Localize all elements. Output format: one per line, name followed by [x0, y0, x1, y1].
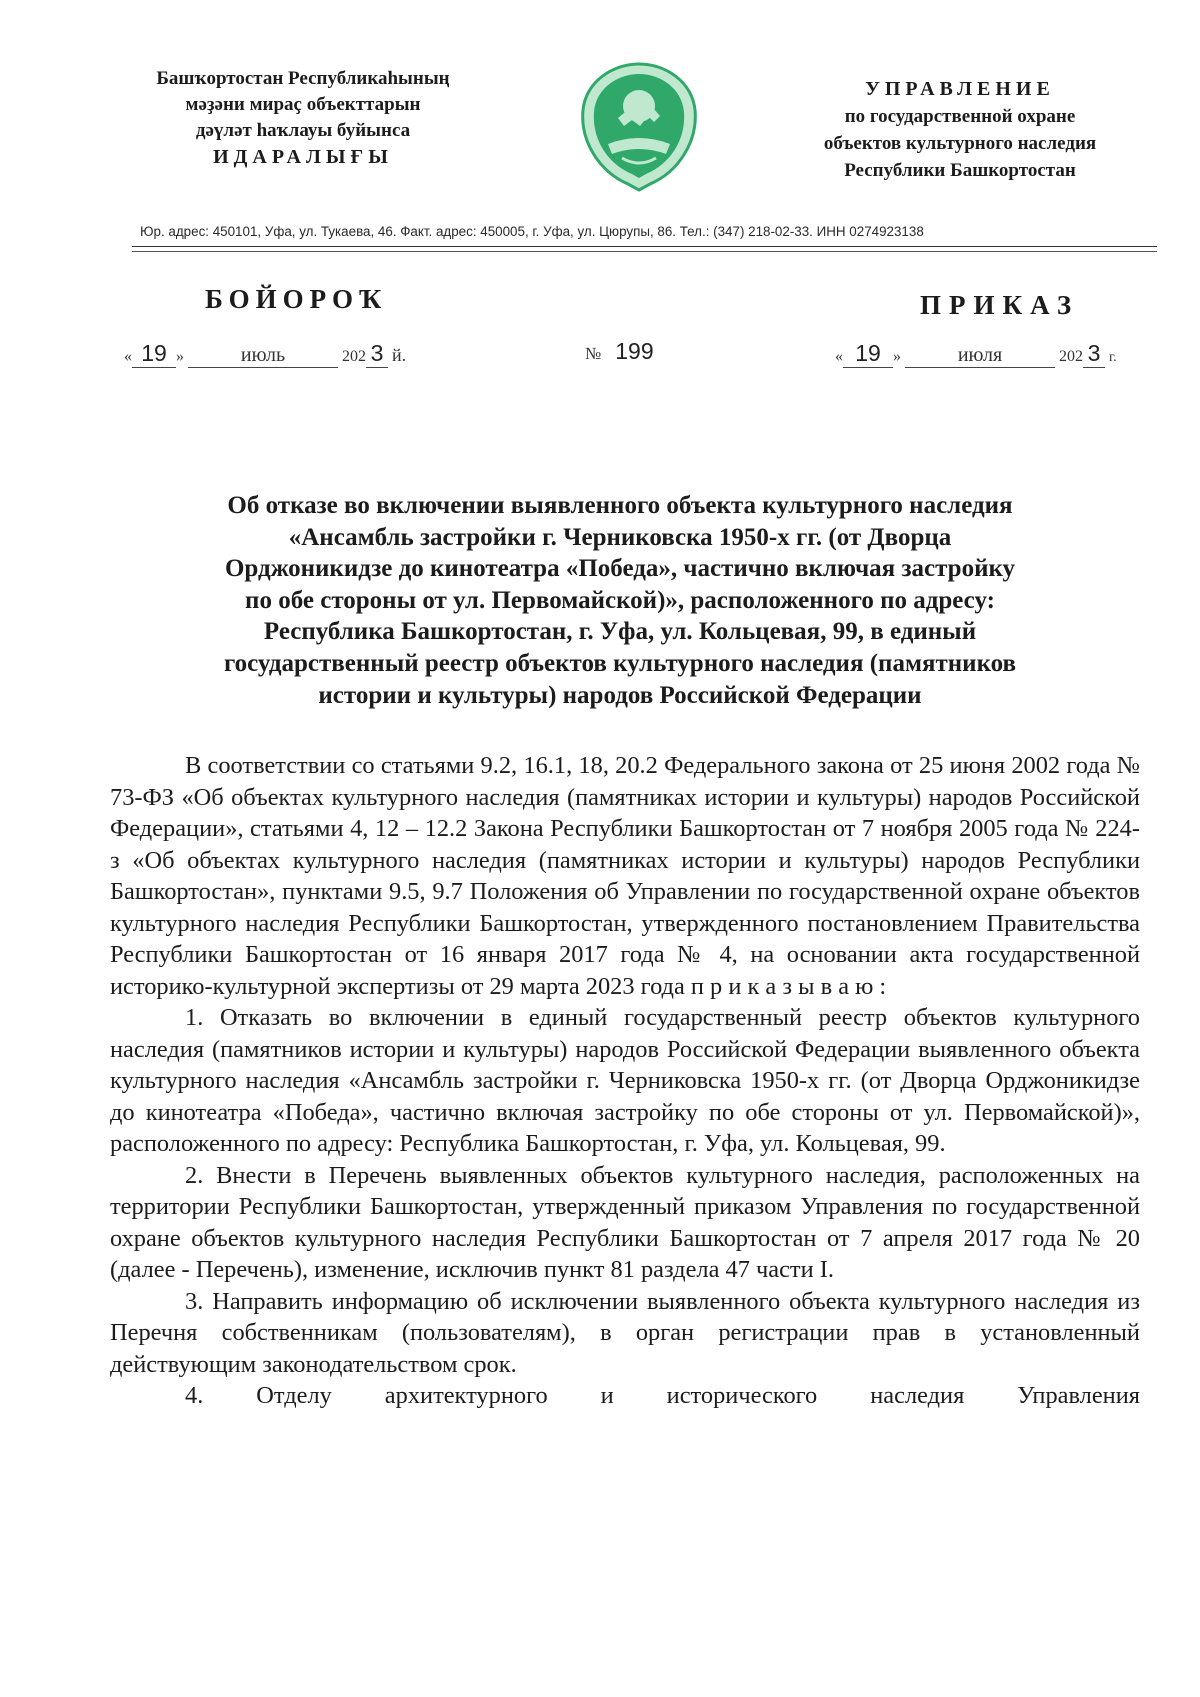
header-right-line: УПРАВЛЕНИЕ	[865, 78, 1055, 100]
order-title	[100, 490, 1140, 711]
date-left-month: июль	[188, 344, 338, 368]
body-item-3: 3. Направить информацию об исключении выявленного объекта культурного наследия из Перечня собственникам (пользователям), в орган регистрации прав в установленный действующим законодательством срок.	[110, 1287, 1140, 1378]
order-body	[110, 750, 1140, 1412]
header-left-line: мәҙәни мираҫ объекттарын	[185, 94, 421, 115]
body-item-2: 2. Внести в Перечень выявленных объектов культурного наследия, расположенных на территории Республики Башкортостан, утвержденный приказом Управления по государственной охране объектов культурного наследия Республики Башкортостан от 7 апреля 2017 года № 20 (далее - Перечень), изменение, исключив пункт 81 раздела 47 части I.	[110, 1161, 1140, 1283]
address-line: Юр. адрес: 450101, Уфа, ул. Тукаева, 46. Факт. адрес: 450005, г. Уфа, ул. Цюрупы, 86. Тел.: (347) 218-02-33. ИНН 0274923138	[140, 224, 924, 239]
date-right-month: июля	[905, 344, 1055, 368]
order-number-value: 199	[615, 338, 654, 364]
doc-type-bashkir: БОЙОРОҠ	[205, 284, 388, 314]
header-left-line: Башҡортостан Республикаһының	[156, 68, 450, 89]
header-left-line: ИДАРАЛЫҒЫ	[213, 146, 393, 168]
date-right: « 19 » июля 202 3 г.	[835, 340, 1117, 366]
date-left-year-digit: 3	[366, 340, 388, 368]
header-right-line: Республики Башкортостан	[844, 160, 1076, 181]
order-title-line: государственный реестр объектов культурного наследия (памятников	[223, 649, 1017, 677]
date-left-day: 19	[132, 340, 176, 368]
order-title-line: Об отказе во включении выявленного объекта культурного наследия	[227, 492, 1013, 519]
order-number: № 199	[585, 338, 654, 364]
header-left-bashkir	[118, 66, 488, 170]
date-right-year-digit: 3	[1083, 340, 1105, 368]
order-title-line: по обе стороны от ул. Первомайской)», расположенного по адресу:	[245, 586, 995, 614]
header-right-line: по государственной охране	[844, 106, 1076, 127]
doc-type-russian: ПРИКАЗ	[920, 290, 1080, 320]
order-title-line: «Ансамбль застройки г. Черниковска 1950-х гг. (от Дворца	[288, 523, 952, 551]
header-right-russian	[790, 76, 1130, 184]
header-divider	[132, 246, 1157, 247]
body-intro-paragraph: В соответствии со статьями 9.2, 16.1, 18, 20.2 Федерального закона от 25 июня 2002 года № 73-ФЗ «Об объектах культурного наследия (памятниках истории и культуры) народов Российской Федерации», статьями 4, 12 – 12.2 Закона Республики Башкортостан от 7 ноября 2005 года № 224-з «Об объектах культурного наследия (памятниках истории и культуры) народов Республики Башкортостан», пунктами 9.5, 9.7 Положения об Управлении по государственной охране объектов культурного наследия Республики Башкортостан, утвержденного постановлением Правительства Республики Башкортостан от 16 января 2017 года № 4, на основании акта государственной историко-культурной экспертизы от 29 марта 2023 года п р и к а з ы в а ю :	[110, 752, 1140, 1000]
date-right-day: 19	[843, 340, 893, 368]
date-left: « 19 » июль 202 3 й.	[124, 340, 407, 366]
body-item-1: 1. Отказать во включении в единый государственный реестр объектов культурного наследия (памятников истории и культуры) народов Российской Федерации выявленного объекта культурного наследия «Ансамбль застройки г. Черниковска 1950-х гг. (от Дворца Орджоникидзе до кинотеатра «Победа», частично включая застройку по обе стороны от ул. Первомайской)», расположенного по адресу: Республика Башкортостан, г. Уфа, ул. Кольцевая, 99.	[110, 1004, 1140, 1157]
order-title-line: Республика Башкортостан, г. Уфа, ул. Кольцевая, 99, в единый	[263, 618, 977, 646]
order-title-line: истории и культуры) народов Российской Федерации	[318, 681, 922, 709]
header-right-line: объектов культурного наследия	[823, 133, 1097, 154]
header-left-line: дәүләт һаҡлауы буйынса	[195, 120, 411, 141]
body-item-4: 4. Отделу архитектурного и исторического наследия Управления	[185, 1382, 1140, 1409]
order-title-line: Орджоникидзе до кинотеатра «Победа», частично включая застройку	[224, 555, 1016, 583]
header-divider-thin	[132, 251, 1157, 252]
republic-emblem-icon	[578, 60, 700, 194]
